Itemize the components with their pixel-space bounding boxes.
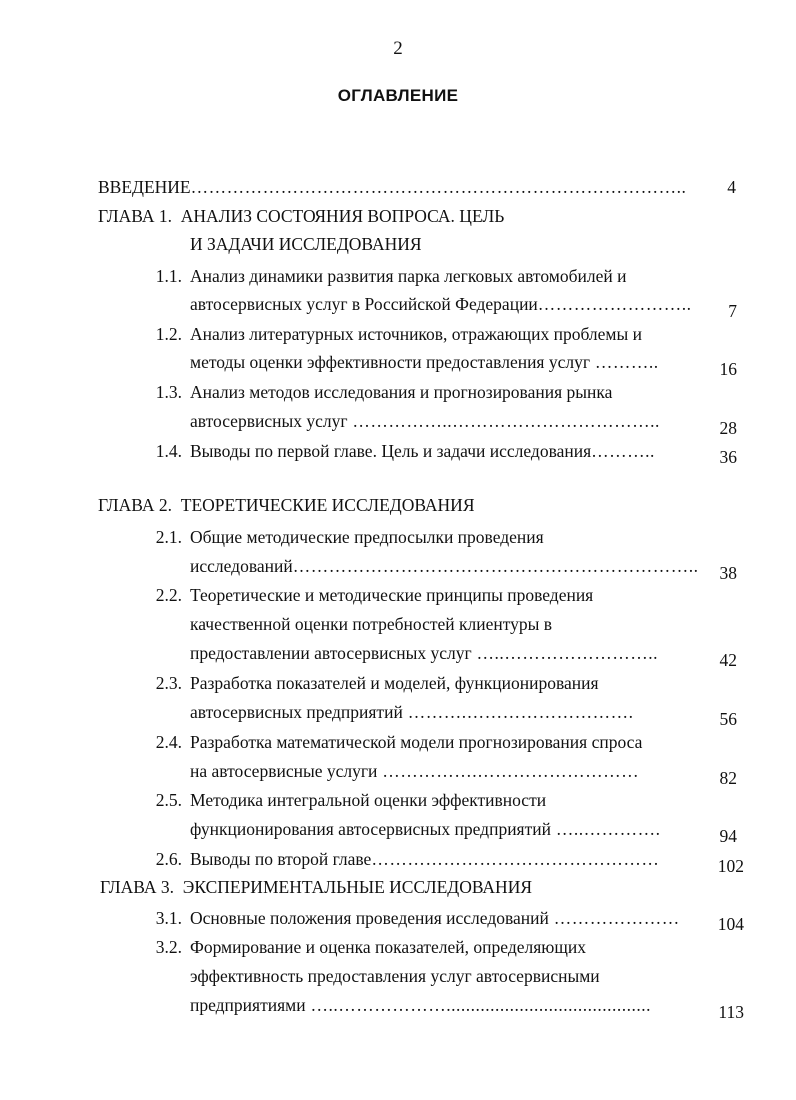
section-title[interactable]: Выводы по первой главе. Цель и задачи исследования……….. xyxy=(190,441,655,461)
page-ref: 94 xyxy=(719,826,737,846)
toc-entry-intro[interactable] xyxy=(98,176,686,198)
page-ref: 82 xyxy=(719,768,737,788)
section-number: 1.2. xyxy=(155,324,182,344)
section-title[interactable]: Теоретические и методические принципы проведения xyxy=(190,585,594,605)
page-ref: 56 xyxy=(719,709,737,729)
section-number: 2.6. xyxy=(155,849,182,869)
section-title[interactable]: Методика интегральной оценки эффективности xyxy=(190,790,547,810)
chapter-title: ТЕОРЕТИЧЕСКИЕ ИССЛЕДОВАНИЯ xyxy=(180,495,475,515)
section-title[interactable]: Разработка показателей и моделей, функционирования xyxy=(190,673,599,693)
page-ref: 104 xyxy=(717,914,744,934)
page-ref: 36 xyxy=(719,447,737,467)
page-ref: 16 xyxy=(719,359,737,379)
chapter-label: ГЛАВА 2. xyxy=(98,495,173,515)
leader-dots: ……………………………………………………………………….. xyxy=(190,177,687,197)
section-number: 1.3. xyxy=(155,382,182,402)
section-title-cont: автосервисных услуг ……………..…………………………….. xyxy=(190,411,660,431)
section-number: 1.1. xyxy=(155,266,182,286)
section-number: 3.2. xyxy=(155,937,182,957)
section-number: 2.3. xyxy=(155,673,182,693)
section-title-cont: эффективность предоставления услуг автосервисными xyxy=(190,966,600,986)
chapter-label: ГЛАВА 3. xyxy=(100,877,175,897)
section-number: 1.4. xyxy=(155,441,182,461)
chapter-heading[interactable] xyxy=(98,205,504,227)
section-title-cont: предприятиями …..……………….......................................... xyxy=(190,995,651,1015)
page-ref: 42 xyxy=(719,650,737,670)
chapter-heading[interactable] xyxy=(98,494,475,516)
section-title[interactable]: Анализ методов исследования и прогнозирования рынка xyxy=(190,382,613,402)
section-title-cont: автосервисных предприятий ……….………………………. xyxy=(190,702,634,722)
section-number: 2.1. xyxy=(155,527,182,547)
page-ref: 7 xyxy=(728,301,737,321)
page-ref: 28 xyxy=(719,418,737,438)
section-title-cont: качественной оценки потребностей клиентуры в xyxy=(190,614,553,634)
chapter-title: АНАЛИЗ СОСТОЯНИЯ ВОПРОСА. ЦЕЛЬ xyxy=(180,206,505,226)
section-title[interactable]: Выводы по второй главе………………………………………… xyxy=(190,849,660,869)
section-title-cont: на автосервисные услуги …………….……………………… xyxy=(190,761,640,781)
section-title[interactable]: Анализ динамики развития парка легковых автомобилей и xyxy=(190,266,627,286)
chapter-heading[interactable] xyxy=(100,876,532,898)
section-title[interactable]: Разработка математической модели прогнозирования спроса xyxy=(190,732,643,752)
chapter-title-line2: И ЗАДАЧИ ИССЛЕДОВАНИЯ xyxy=(190,234,422,254)
section-title-cont: функционирования автосервисных предприятий …..…………. xyxy=(190,819,661,839)
section-number: 2.5. xyxy=(155,790,182,810)
section-title-cont: методы оценки эффективности предоставления услуг ……….. xyxy=(190,352,659,372)
page-title: ОГЛАВЛЕНИЕ xyxy=(337,86,459,105)
entry-text: ВВЕДЕНИЕ xyxy=(98,177,191,197)
page-number: 2 xyxy=(393,38,403,59)
section-title[interactable]: Общие методические предпосылки проведения xyxy=(190,527,544,547)
section-title[interactable]: Основные положения проведения исследований ………………… xyxy=(190,908,680,928)
chapter-label: ГЛАВА 1. xyxy=(98,206,173,226)
section-title-cont: предоставлении автосервисных услуг …..…………………….. xyxy=(190,643,659,663)
chapter-title: ЭКСПЕРИМЕНТАЛЬНЫЕ ИССЛЕДОВАНИЯ xyxy=(182,877,533,897)
page-ref: 38 xyxy=(719,563,737,583)
page-ref: 102 xyxy=(717,856,744,876)
page-ref: 113 xyxy=(718,1002,744,1022)
section-number: 2.2. xyxy=(155,585,182,605)
section-title-cont: автосервисных услуг в Российской Федерации…………………….. xyxy=(190,294,692,314)
page-ref: 4 xyxy=(727,177,736,197)
section-number: 3.1. xyxy=(155,908,182,928)
section-number: 2.4. xyxy=(155,732,182,752)
section-title-cont: исследований………………………………………………………….. xyxy=(190,556,699,576)
section-title[interactable]: Анализ литературных источников, отражающих проблемы и xyxy=(190,324,643,344)
section-title[interactable]: Формирование и оценка показателей, определяющих xyxy=(190,937,586,957)
